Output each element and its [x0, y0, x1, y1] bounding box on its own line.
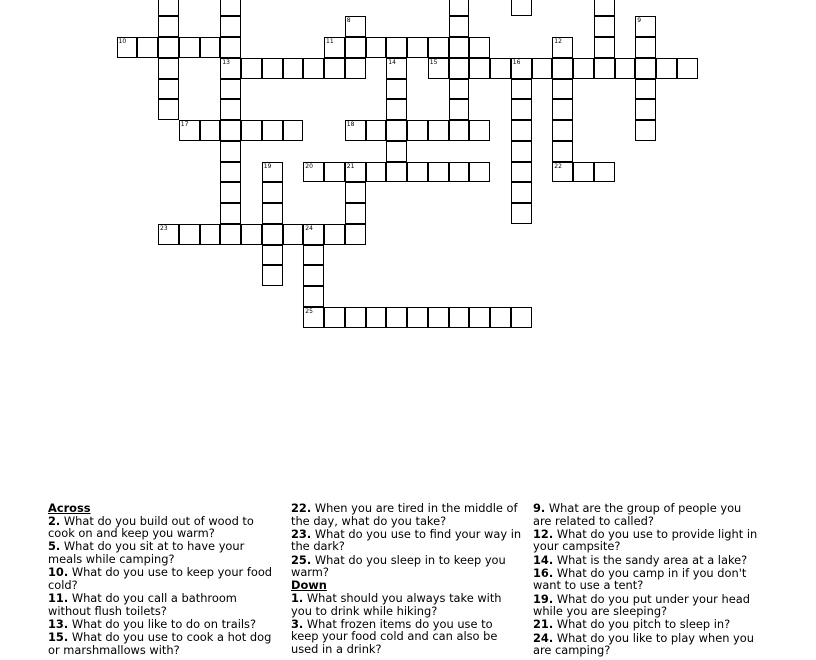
- grid-cell[interactable]: [262, 224, 283, 245]
- clue-text: What do you pitch to sleep in?: [556, 617, 731, 632]
- grid-cell[interactable]: [449, 162, 470, 183]
- grid-cell[interactable]: [511, 307, 532, 328]
- grid-cell[interactable]: [511, 120, 532, 141]
- clue-text: What do you like to do on trails?: [71, 616, 257, 631]
- grid-cell[interactable]: [552, 79, 573, 100]
- clue-number-label: 25: [305, 307, 313, 315]
- grid-cell[interactable]: [137, 37, 158, 58]
- across-header: Across: [48, 501, 91, 515]
- grid-cell[interactable]: [428, 162, 449, 183]
- grid-cell[interactable]: [449, 99, 470, 120]
- grid-cell[interactable]: [469, 120, 490, 141]
- grid-cell[interactable]: [345, 37, 366, 58]
- clue-down-3: [291, 618, 523, 656]
- clue-number-label: 10: [118, 38, 127, 45]
- clue-number: 13.: [48, 616, 69, 631]
- grid-cell[interactable]: [449, 307, 470, 328]
- grid-cell-17[interactable]: [179, 120, 200, 141]
- grid-cell[interactable]: [449, 16, 470, 37]
- clue-across-5: [48, 540, 278, 565]
- grid-cell[interactable]: [179, 224, 200, 245]
- grid-cell[interactable]: [241, 224, 262, 245]
- clue-down-12: [533, 528, 763, 553]
- clue-text: What do you use to cook a hot dog or marshmallows with?: [48, 629, 272, 657]
- clue-number: 5.: [48, 539, 61, 554]
- clue-across-2: [48, 515, 278, 540]
- grid-cell[interactable]: [324, 224, 345, 245]
- grid-cell[interactable]: [283, 120, 304, 141]
- grid-cell[interactable]: [220, 120, 241, 141]
- grid-cell[interactable]: [594, 58, 615, 79]
- grid-cell[interactable]: [511, 0, 532, 16]
- clue-down-14: [533, 554, 763, 567]
- grid-cell[interactable]: [428, 120, 449, 141]
- grid-cell-16[interactable]: [511, 58, 532, 79]
- grid-cell-18[interactable]: [345, 120, 366, 141]
- grid-cell[interactable]: [324, 162, 345, 183]
- clue-column-1: [48, 502, 278, 657]
- clue-across-22: [291, 502, 523, 527]
- grid-cell[interactable]: [158, 99, 179, 120]
- grid-cell[interactable]: [407, 307, 428, 328]
- grid-cell[interactable]: [262, 58, 283, 79]
- clue-number: 3.: [291, 616, 304, 631]
- grid-cell[interactable]: [532, 58, 553, 79]
- grid-cell[interactable]: [573, 162, 594, 183]
- grid-cell-20[interactable]: [303, 162, 324, 183]
- grid-cell-19[interactable]: [262, 162, 283, 183]
- grid-cell[interactable]: [303, 265, 324, 286]
- grid-cell[interactable]: [220, 37, 241, 58]
- grid-cell-12[interactable]: [552, 37, 573, 58]
- clue-text: What frozen items do you use to keep your food cold and can also be used in a drink?: [291, 616, 498, 656]
- grid-cell[interactable]: [511, 162, 532, 183]
- clue-number-label: 19: [263, 162, 272, 170]
- grid-cell[interactable]: [220, 99, 241, 120]
- clue-number: 16.: [533, 565, 554, 580]
- grid-cell[interactable]: [428, 307, 449, 328]
- grid-cell[interactable]: [366, 162, 387, 183]
- clue-number: 1.: [291, 590, 304, 605]
- grid-cell[interactable]: [220, 16, 241, 37]
- grid-cell[interactable]: [179, 37, 200, 58]
- clue-number-label: 11: [326, 38, 334, 45]
- clue-text: What do you put under your head while you are sleeping?: [533, 591, 750, 619]
- clue-number-label: 16: [512, 58, 521, 66]
- clue-number-label: 22: [554, 162, 562, 170]
- grid-cell[interactable]: [469, 58, 490, 79]
- grid-cell[interactable]: [283, 224, 304, 245]
- grid-cell[interactable]: [220, 203, 241, 224]
- clue-down-9: [533, 502, 763, 527]
- clue-number-label: 24: [305, 224, 313, 232]
- grid-cell[interactable]: [220, 79, 241, 100]
- grid-cell[interactable]: [490, 58, 511, 79]
- grid-cell[interactable]: [490, 307, 511, 328]
- grid-cell[interactable]: [552, 120, 573, 141]
- grid-cell[interactable]: [552, 58, 573, 79]
- grid-cell[interactable]: [366, 307, 387, 328]
- grid-cell[interactable]: [469, 307, 490, 328]
- grid-cell-13[interactable]: [220, 58, 241, 79]
- grid-cell[interactable]: [511, 99, 532, 120]
- grid-cell[interactable]: [220, 162, 241, 183]
- clue-down-19: [533, 593, 763, 618]
- grid-cell[interactable]: [449, 37, 470, 58]
- clue-down-16: [533, 567, 763, 592]
- grid-cell[interactable]: [552, 99, 573, 120]
- grid-cell[interactable]: [407, 37, 428, 58]
- grid-cell[interactable]: [345, 58, 366, 79]
- grid-cell[interactable]: [449, 0, 470, 16]
- clue-number: 24.: [533, 630, 554, 645]
- grid-cell[interactable]: [511, 182, 532, 203]
- grid-cell[interactable]: [635, 120, 656, 141]
- grid-cell[interactable]: [594, 0, 615, 16]
- grid-cell[interactable]: [366, 120, 387, 141]
- grid-cell[interactable]: [220, 0, 241, 16]
- grid-cell[interactable]: [573, 58, 594, 79]
- grid-cell[interactable]: [428, 37, 449, 58]
- grid-cell-21[interactable]: [345, 162, 366, 183]
- clue-number-label: 14: [388, 58, 396, 66]
- grid-cell[interactable]: [220, 224, 241, 245]
- grid-cell[interactable]: [303, 286, 324, 307]
- clue-number: 2.: [48, 513, 61, 528]
- grid-cell[interactable]: [158, 0, 179, 16]
- clue-text: What do you sit at to have your meals while camping?: [48, 539, 245, 566]
- grid-cell[interactable]: [220, 182, 241, 203]
- grid-cell-22[interactable]: [552, 162, 573, 183]
- grid-cell[interactable]: [386, 141, 407, 162]
- clue-number-label: 13: [222, 58, 230, 66]
- clue-number-label: 8: [346, 17, 351, 25]
- grid-cell[interactable]: [324, 58, 345, 79]
- clue-text: What do you call a bathroom without flush toilets?: [48, 590, 237, 618]
- grid-cell[interactable]: [594, 16, 615, 37]
- clue-number-label: 12: [554, 38, 562, 45]
- clue-across-11: [48, 592, 278, 617]
- clue-number: 21.: [533, 617, 554, 632]
- clue-number-label: 21: [346, 162, 355, 170]
- grid-cell[interactable]: [386, 307, 407, 328]
- grid-cell[interactable]: [552, 141, 573, 162]
- clue-number-label: 15: [429, 58, 438, 66]
- clue-number: 10.: [48, 565, 69, 580]
- clue-number-label: 23: [160, 224, 168, 232]
- grid-cell[interactable]: [635, 79, 656, 100]
- grid-cell[interactable]: [220, 141, 241, 162]
- grid-cell-14[interactable]: [386, 58, 407, 79]
- grid-cell[interactable]: [200, 120, 221, 141]
- grid-cell[interactable]: [386, 99, 407, 120]
- grid-cell[interactable]: [345, 307, 366, 328]
- grid-cell[interactable]: [635, 58, 656, 79]
- grid-cell[interactable]: [511, 79, 532, 100]
- clue-text: What do you use to keep your food cold?: [48, 565, 273, 592]
- grid-cell[interactable]: [449, 120, 470, 141]
- clue-text: What do you camp in if you don't want to use a tent?: [533, 565, 747, 593]
- clue-down-21: [533, 618, 763, 631]
- clue-across-10: [48, 566, 278, 591]
- clue-number: 25.: [291, 552, 312, 567]
- grid-cell-24[interactable]: [303, 224, 324, 245]
- grid-cell[interactable]: [303, 245, 324, 266]
- clue-number: 19.: [533, 591, 554, 606]
- clue-across-25: [291, 554, 523, 579]
- clue-across-13: [48, 618, 278, 631]
- grid-cell[interactable]: [449, 79, 470, 100]
- clue-number: 14.: [533, 552, 554, 567]
- clue-text: What do you use to provide light in your campsite?: [533, 526, 758, 554]
- clue-number-label: 17: [180, 121, 189, 128]
- clue-across-23: [291, 528, 523, 553]
- clue-text: What do you like to play when you are camping?: [533, 630, 754, 658]
- grid-cell[interactable]: [469, 162, 490, 183]
- grid-cell-11[interactable]: [324, 37, 345, 58]
- grid-cell[interactable]: [241, 120, 262, 141]
- clue-column-2: [291, 502, 523, 656]
- grid-cell[interactable]: [158, 37, 179, 58]
- clue-down-1: [291, 592, 523, 617]
- grid-cell[interactable]: [158, 58, 179, 79]
- grid-cell[interactable]: [262, 245, 283, 266]
- clue-text: What are the group of people you are related to called?: [533, 501, 742, 528]
- grid-cell[interactable]: [386, 79, 407, 100]
- grid-cell[interactable]: [407, 162, 428, 183]
- grid-cell[interactable]: [469, 37, 490, 58]
- grid-cell[interactable]: [158, 79, 179, 100]
- clue-text: When you are tired in the middle of the day, what do you take?: [291, 501, 518, 528]
- clue-number: 11.: [48, 590, 69, 605]
- clue-number-label: 20: [305, 162, 313, 170]
- clue-text: What should you always take with you to drink while hiking?: [291, 590, 502, 618]
- clue-number-label: 9: [637, 17, 642, 25]
- grid-cell[interactable]: [677, 58, 698, 79]
- clue-number: 12.: [533, 526, 554, 541]
- grid-cell[interactable]: [386, 120, 407, 141]
- grid-cell[interactable]: [594, 37, 615, 58]
- clue-number-label: 18: [346, 121, 355, 128]
- grid-cell[interactable]: [262, 203, 283, 224]
- clue-number: 23.: [291, 526, 312, 541]
- grid-cell[interactable]: [345, 203, 366, 224]
- clue-text: What is the sandy area at a lake?: [556, 552, 748, 567]
- grid-cell[interactable]: [511, 203, 532, 224]
- grid-cell[interactable]: [635, 99, 656, 120]
- grid-cell-25[interactable]: [303, 307, 324, 328]
- grid-cell[interactable]: [324, 307, 345, 328]
- grid-cell[interactable]: [283, 58, 304, 79]
- grid-cell[interactable]: [241, 58, 262, 79]
- clue-number: 9.: [533, 501, 546, 515]
- grid-cell[interactable]: [158, 16, 179, 37]
- grid-cell[interactable]: [449, 58, 470, 79]
- grid-cell[interactable]: [345, 182, 366, 203]
- clue-column-3: [533, 502, 763, 657]
- clue-across-15: [48, 631, 278, 656]
- grid-cell-23[interactable]: [158, 224, 179, 245]
- grid-cell[interactable]: [262, 120, 283, 141]
- grid-cell[interactable]: [594, 162, 615, 183]
- grid-cell[interactable]: [511, 141, 532, 162]
- grid-cell-9[interactable]: [635, 16, 656, 37]
- grid-cell[interactable]: [262, 182, 283, 203]
- grid-cell[interactable]: [345, 224, 366, 245]
- grid-cell-15[interactable]: [428, 58, 449, 79]
- grid-cell[interactable]: [407, 120, 428, 141]
- grid-cell[interactable]: [386, 37, 407, 58]
- grid-cell[interactable]: [200, 37, 221, 58]
- clue-number: 15.: [48, 629, 69, 644]
- grid-cell[interactable]: [303, 58, 324, 79]
- grid-cell[interactable]: [262, 265, 283, 286]
- grid-cell[interactable]: [200, 224, 221, 245]
- down-header: Down: [291, 578, 327, 593]
- clue-number: 22.: [291, 501, 312, 515]
- grid-cell[interactable]: [386, 162, 407, 183]
- grid-cell[interactable]: [656, 58, 677, 79]
- clue-text: What do you build out of wood to cook on and keep you warm?: [48, 513, 254, 541]
- clue-text: What do you sleep in to keep you warm?: [291, 552, 506, 580]
- clue-text: What do you use to find your way in the dark?: [291, 526, 522, 554]
- clue-down-24: [533, 632, 763, 657]
- grid-cell[interactable]: [366, 37, 387, 58]
- grid-cell-8[interactable]: [345, 16, 366, 37]
- grid-cell[interactable]: [615, 58, 636, 79]
- grid-cell[interactable]: [635, 37, 656, 58]
- grid-cell-10[interactable]: [117, 37, 138, 58]
